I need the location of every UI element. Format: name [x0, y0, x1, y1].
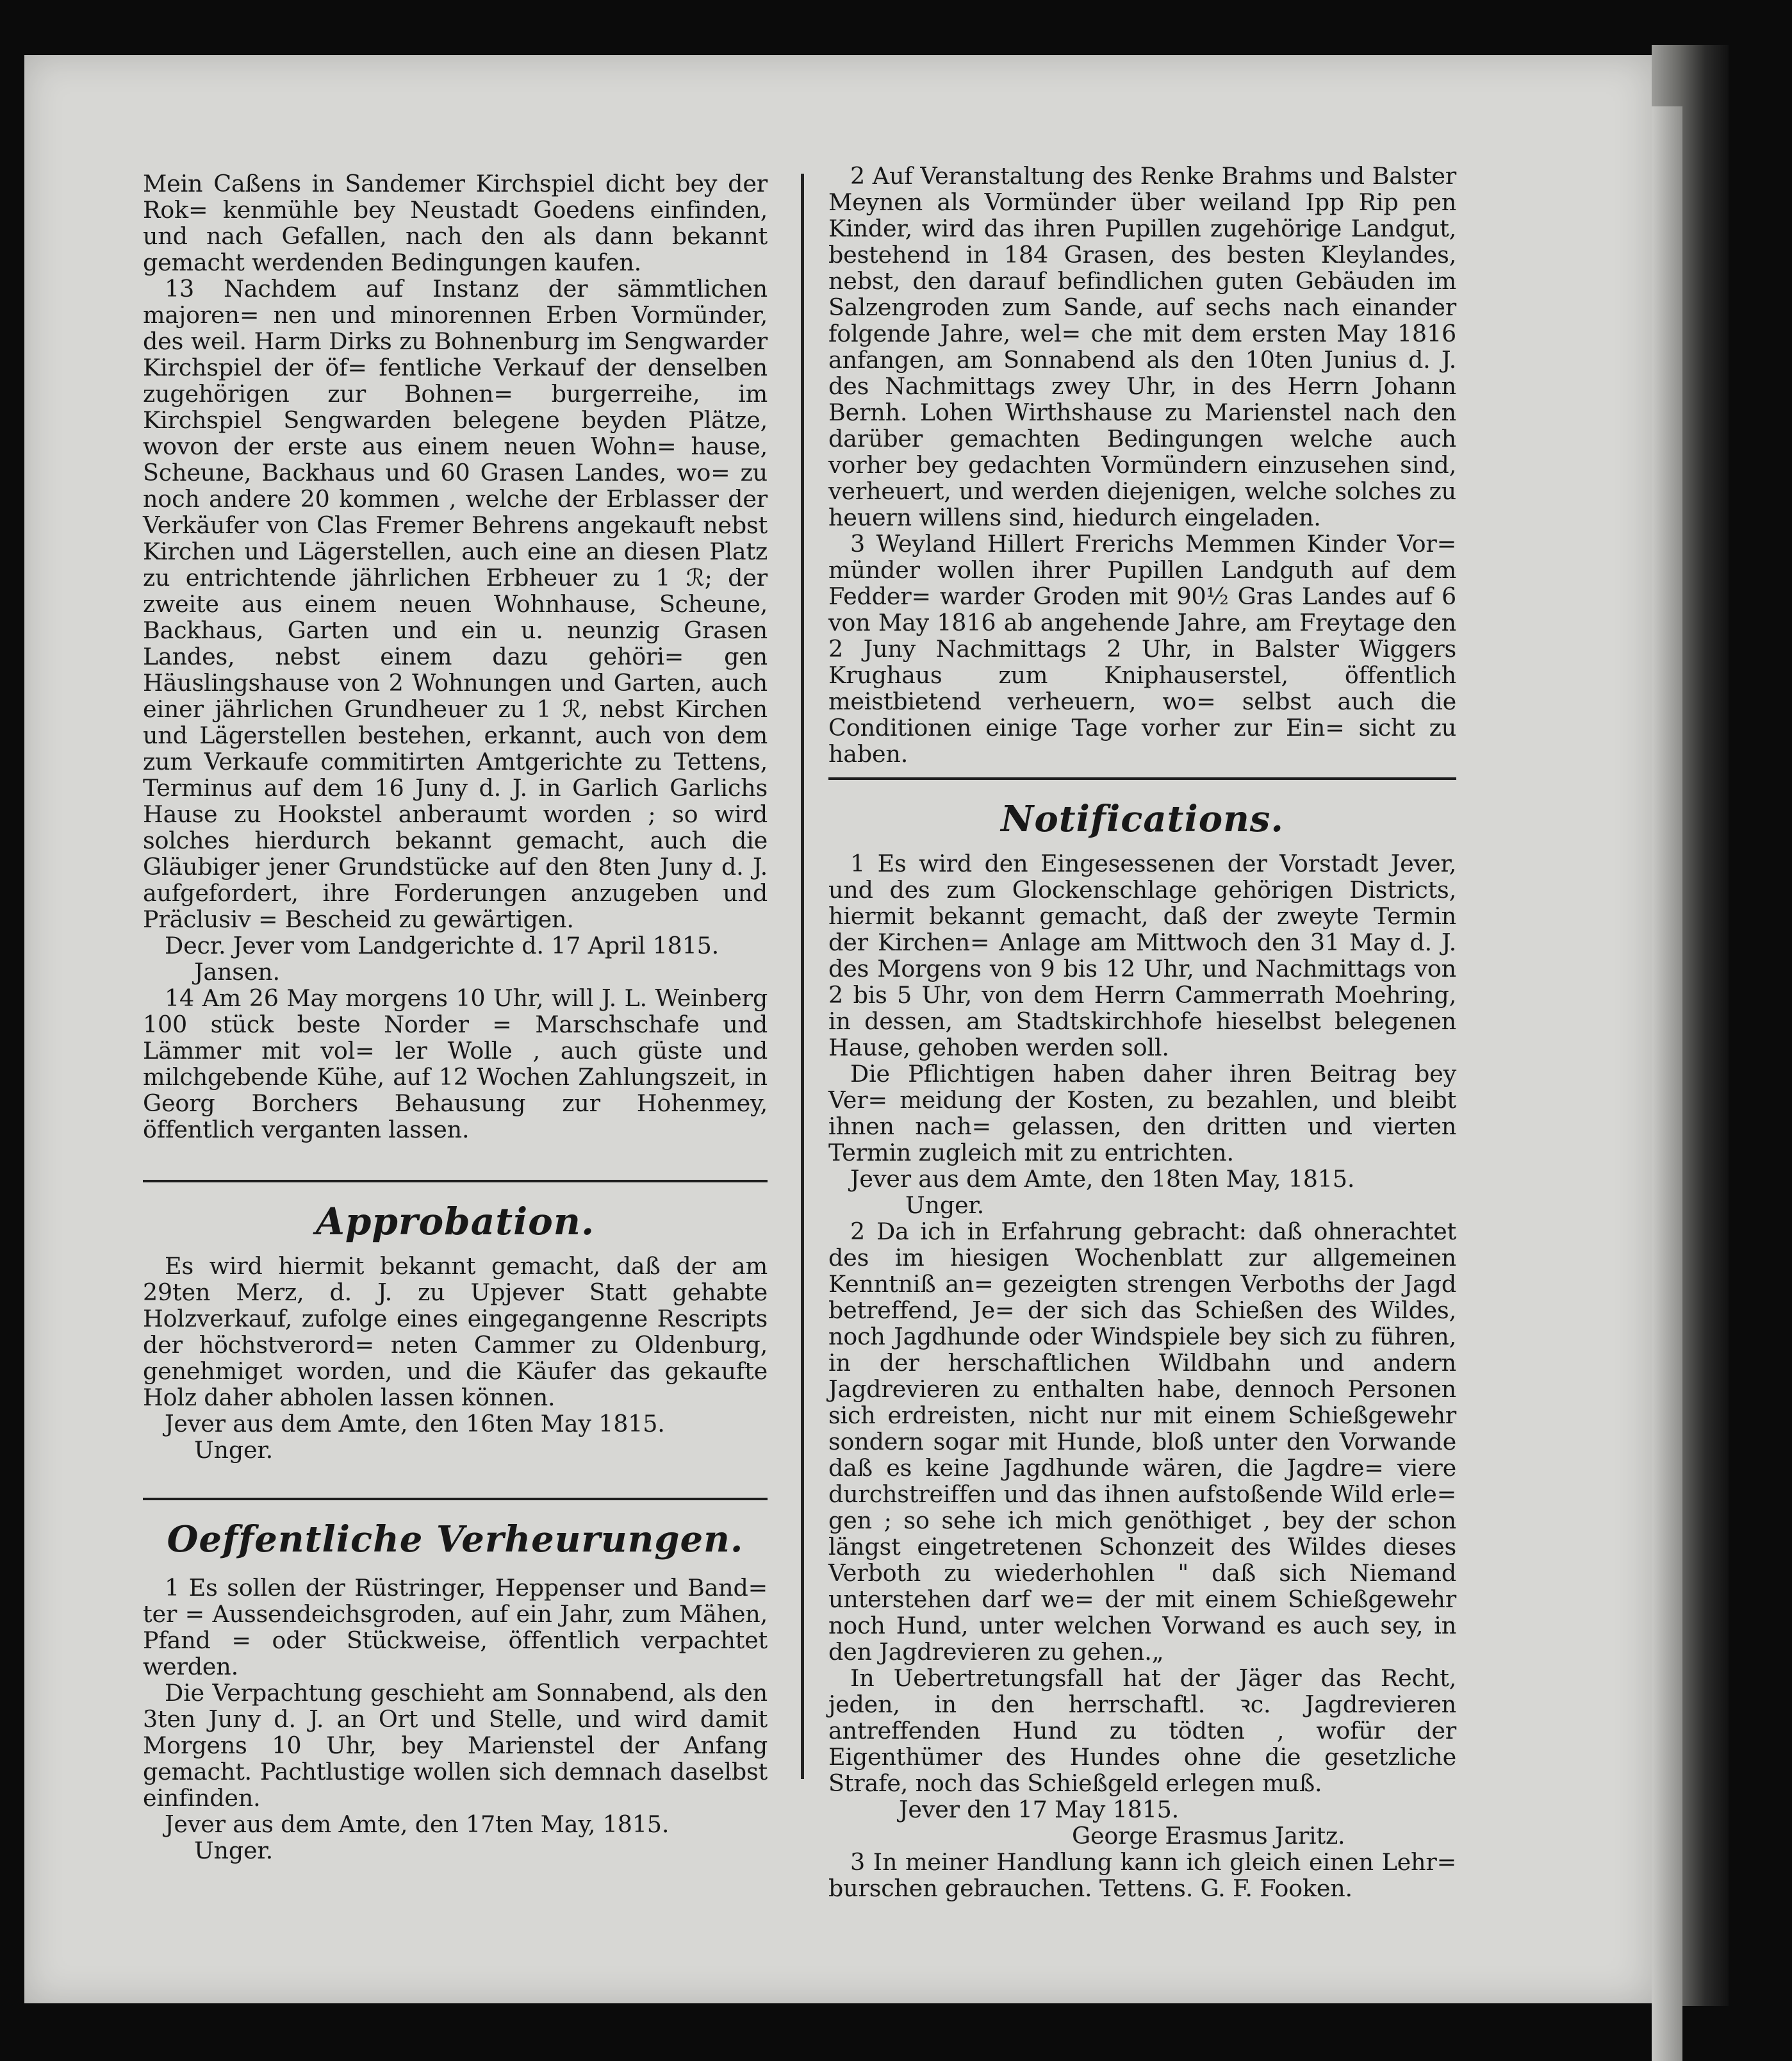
- notification-1-details: Die Pflichtigen haben daher ihren Beitrag bey Ver= meidung der Kosten, zu bezahlen, und bleibt ihnen nach= gelassen, den dritten und vierten Termin zugleich mit zu entrichten.: [828, 1060, 1456, 1166]
- newspaper-page: [24, 55, 1652, 2003]
- notification-2-dateline: Jever den 17 May 1815.: [899, 1796, 1180, 1823]
- approbation-text: Es wird hiermit bekannt gemacht, daß der am 29ten Merz, d. J. zu Upjever Statt gehabte Holzverkauf, zufolge eines eingegangenne Rescripts der höchstverord= neten Cammer zu Oldenburg, genehmiget worden, und die Käufer das gekaufte Holz daher abholen lassen können.: [143, 1252, 768, 1411]
- ad-13-dateline: Decr. Jever vom Landgerichte d. 17 April 1815.: [165, 932, 719, 959]
- verheurung-3-text: 3 Weyland Hillert Frerichs Memmen Kinder Vor= münder wollen ihrer Pupillen Landguth auf dem Fedder= warder Groden mit 90½ Gras Landes auf 6 von May 1816 ab angehende Jahre, am Freytage den 2 Juny Nachmittags 2 Uhr, in Balster Wiggers Krughaus zum Kniphauserstel, öffentlich meistbietend verheuern, wo= selbst auch die Conditionen einige Tage vorher zur Ein= sicht zu haben.: [828, 530, 1456, 768]
- verheurung-1-signature: Unger.: [194, 1837, 274, 1864]
- verheurung-2-text: 2 Auf Veranstaltung des Renke Brahms und Balster Meynen als Vormünder über weiland Ipp Rip pen Kinder, wird das ihren Pupillen zugehörige Landgut, bestehend in 184 Grasen, des besten Kleylandes, nebst, den darauf befindlichen guten Gebäuden im Salzengroden zum Sande, auf sechs nach einander folgende Jahre, wel= che mit dem ersten May 1816 anfangen, am Sonnabend als den 10ten Junius d. J. des Nachmittags zwey Uhr, in des Herrn Johann Bernh. Lohen Wirthshause zu Marienstel nach den darüber gemachten Bedingungen welche auch vorher bey gedachten Vormündern einzusehen sind, verheuert, und werden diejenigen, welche solches zu heuern willens sind, hiedurch eingeladen.: [828, 162, 1456, 531]
- verheurung-1-dateline: Jever aus dem Amte, den 17ten May, 1815.: [165, 1810, 670, 1838]
- ad-14-text: 14 Am 26 May morgens 10 Uhr, will J. L. Weinberg 100 stück beste Norder = Marschschafe und Lämmer mit vol= ler Wolle , auch güste und milchgebende Kühe, auf 12 Wochen Zahlungszeit, in Georg Borchers Behausung zur Hohenmey, öffentlich verganten lassen.: [143, 984, 768, 1143]
- notification-1-text: 1 Es wird den Eingesessenen der Vorstadt Jever, und des zum Glockenschlage gehörigen Districts, hiermit bekannt gemacht, daß der zweyte Termin der Kirchen= Anlage am Mittwoch den 31 May d. J. des Morgens von 9 bis 12 Uhr, und Nachmittags von 2 bis 5 Uhr, von dem Herrn Cammerrath Moehring, in dessen, am Stadtskirchhofe hieselbst belegenen Hause, gehoben werden soll.: [828, 850, 1456, 1061]
- ad-13-text: 13 Nachdem auf Instanz der sämmtlichen majoren= nen und minorennen Erben Vormünder, des weil. Harm Dirks zu Bohnenburg im Sengwarder Kirchspiel der öf= fentliche Verkauf der denselben zugehörigen zur Bohnen= burgerreihe, im Kirchspiel Sengwarden belegene beyden Plätze, wovon der erste aus einem neuen Wohn= hause, Scheune, Backhaus und 60 Grasen Landes, wo= zu noch andere 20 kommen , welche der Erblasser der Verkäufer von Clas Fremer Behrens angekauft nebst Kirchen und Lägerstellen, auch eine an diesen Platz zu entrichtende jährlichen Erbheuer zu 1 ℛ; der zweite aus einem neuen Wohnhause, Scheune, Backhaus, Garten und ein u. neunzig Grasen Landes, nebst einem dazu gehöri= gen Häuslingshause von 2 Wohnungen und Garten, auch einer jährlichen Grundheuer zu 1 ℛ, nebst Kirchen und Lägerstellen bestehen, erkannt, auch von dem zum Verkaufe commitirten Amtgerichte zu Tettens, Terminus auf dem 16 Juny d. J. in Garlich Garlichs Hause zu Hookstel anberaumt worden ; so wird solches hierdurch bekannt gemacht, auch die Gläubiger jener Grundstücke auf den 8ten Juny d. J. aufgefordert, ihre Forderungen anzugeben und Präclusiv = Bescheid zu gewärtigen.: [143, 275, 768, 933]
- notification-2-signature: George Erasmus Jaritz.: [1072, 1822, 1345, 1850]
- verheurungen-heading: Oeffentliche Verheurungen.: [167, 1518, 744, 1560]
- page-edge-shadow: [1652, 106, 1682, 2061]
- notifications-heading: Notifications.: [1001, 798, 1284, 840]
- right-column: [828, 163, 1456, 1901]
- left-column: [143, 170, 768, 1864]
- notification-1-signature: Unger.: [905, 1191, 985, 1219]
- approbation-signature: Unger.: [194, 1436, 274, 1464]
- column-divider: [801, 174, 804, 1779]
- section-rule: [143, 1498, 768, 1500]
- ad-12-continuation: Mein Caßens in Sandemer Kirchspiel dicht bey der Rok= kenmühle bey Neustadt Goedens einfinden, und nach Gefallen, nach den als dann bekannt gemacht werdenden Bedingungen kaufen.: [143, 170, 768, 276]
- section-rule: [828, 777, 1456, 780]
- verheurung-1-text: 1 Es sollen der Rüstringer, Heppenser und Band= ter = Aussendeichsgroden, auf ein Jahr, zum Mähen, Pfand = oder Stückweise, öffentlich verpachtet werden.: [143, 1574, 768, 1680]
- notification-2-details: In Uebertretungsfall hat der Jäger das Recht, jeden, in den herrschaftl. ꝛc. Jagdrevieren antreffenden Hund zu tödten , wofür der Eigenthümer des Hundes ohne die gesetzliche Strafe, noch das Schießgeld erlegen muß.: [828, 1664, 1456, 1797]
- notification-2-text: 2 Da ich in Erfahrung gebracht: daß ohnerachtet des im hiesigen Wochenblatt zur allgemeinen Kenntniß an= gezeigten strengen Verboths der Jagd betreffend, Je= der sich das Schießen des Wildes, noch Jagdhunde oder Windspiele bey sich zu führen, in der herschaftlichen Wildbahn und andern Jagdrevieren zu enthalten habe, dennoch Personen sich erdreisten, nicht nur mit einem Schießgewehr sondern sogar mit Hunde, bloß unter den Vorwande daß es keine Jagdhunde wären, die Jagdre= viere durchstreiffen und das ihnen aufstoßende Wild erle= gen ; so sehe ich mich genöthiget , bey der schon längst eingetretenen Schonzeit des Wildes dieses Verboth zu wiederhohlen " daß sich Niemand unterstehen darf we= der mit einem Schießgewehr noch Hund, unter welchen Vorwand es auch sey, in den Jagdrevieren zu gehen.„: [828, 1218, 1456, 1666]
- notification-1-dateline: Jever aus dem Amte, den 18ten May, 1815.: [850, 1165, 1355, 1193]
- section-rule: [143, 1180, 768, 1182]
- verheurung-1-details: Die Verpachtung geschieht am Sonnabend, als den 3ten Juny d. J. an Ort und Stelle, und wird damit Morgens 10 Uhr, bey Marienstel der Anfang gemacht. Pachtlustige wollen sich demnach daselbst einfinden.: [143, 1679, 768, 1812]
- notification-3-text: 3 In meiner Handlung kann ich gleich einen Lehr= burschen gebrauchen. Tettens. G. F. Fooken.: [828, 1848, 1456, 1902]
- approbation-heading: Approbation.: [315, 1200, 595, 1243]
- approbation-dateline: Jever aus dem Amte, den 16ten May 1815.: [165, 1410, 665, 1437]
- ad-13-signature: Jansen.: [194, 958, 280, 986]
